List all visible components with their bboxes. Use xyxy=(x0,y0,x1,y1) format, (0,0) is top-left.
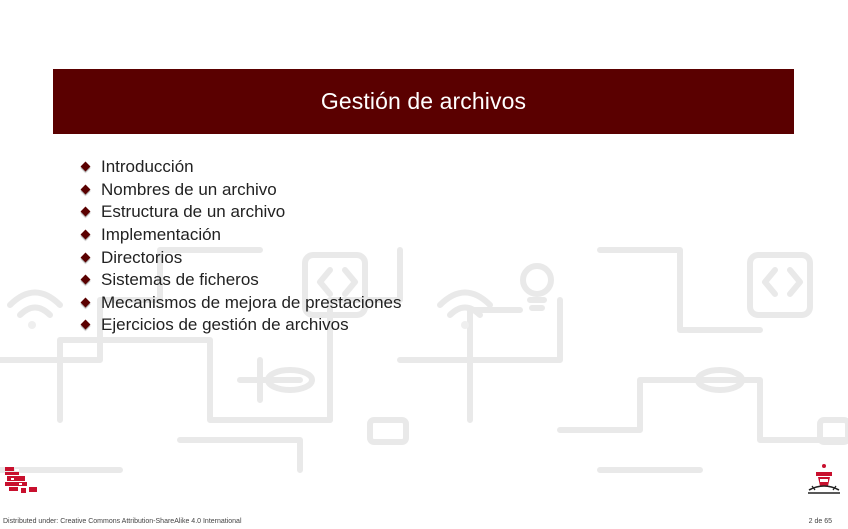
toc-item-label: Sistemas de ficheros xyxy=(101,270,259,290)
toc-item[interactable] xyxy=(80,156,401,179)
toc-item-label: Implementación xyxy=(101,225,222,245)
university-logo-icon xyxy=(5,467,39,495)
diamond-bullet-icon xyxy=(80,297,92,309)
slide-title: Gestión de archivos xyxy=(320,88,527,114)
diamond-bullet-icon xyxy=(80,206,92,218)
toc-item[interactable] xyxy=(80,292,401,315)
toc-item-label: Introducción xyxy=(101,157,194,177)
department-crest-icon xyxy=(806,462,842,496)
table-of-contents xyxy=(80,156,401,337)
toc-item[interactable] xyxy=(80,314,401,337)
diamond-bullet-icon xyxy=(80,229,92,241)
toc-item-label: Nombres de un archivo xyxy=(101,179,277,199)
diamond-bullet-icon xyxy=(80,319,92,331)
toc-item-label: Directorios xyxy=(101,247,183,267)
diamond-bullet-icon xyxy=(80,274,92,286)
toc-item[interactable] xyxy=(80,201,401,224)
diamond-bullet-icon xyxy=(80,161,92,173)
license-footer: Distributed under: Creative Commons Attribution-ShareAlike 4.0 International xyxy=(3,518,242,525)
toc-item[interactable] xyxy=(80,179,401,202)
toc-item-label: Ejercicios de gestión de archivos xyxy=(101,315,349,335)
toc-item-label: Mecanismos de mejora de prestaciones xyxy=(101,292,402,312)
diamond-bullet-icon xyxy=(80,252,92,264)
toc-item-label: Estructura de un archivo xyxy=(101,202,286,222)
toc-item[interactable] xyxy=(80,224,401,247)
page-counter: 2 de 65 xyxy=(808,518,832,525)
diamond-bullet-icon xyxy=(80,184,92,196)
toc-item[interactable] xyxy=(80,269,401,292)
slide-title-bar xyxy=(53,69,794,134)
toc-item[interactable] xyxy=(80,246,401,269)
